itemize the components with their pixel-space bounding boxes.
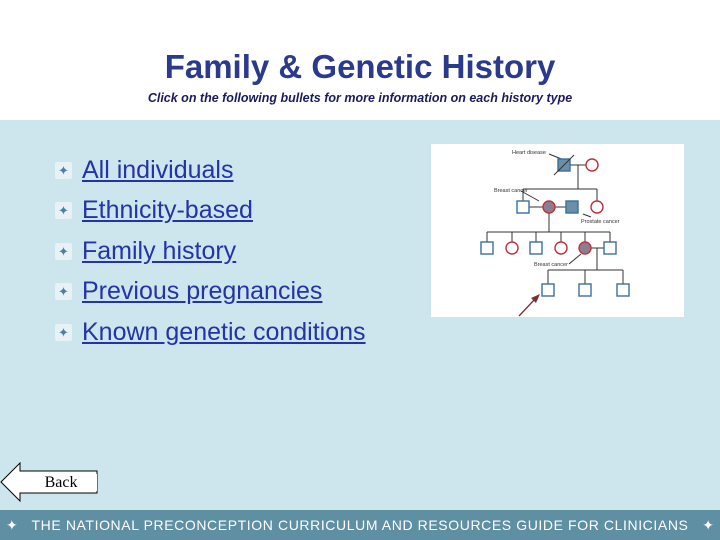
pedigree-label: Breast cancer [534,262,568,268]
star-bullet-icon: ✦ [55,324,72,341]
back-button[interactable] [0,462,98,502]
page-subtitle: Click on the following bullets for more information on each history type [147,91,573,105]
back-button-label: Back [25,474,97,491]
link-ethnicity-based[interactable]: Ethnicity-based [82,196,253,225]
list-item[interactable] [55,191,366,232]
star-bullet-icon: ✦ [55,162,72,179]
pedigree-label: Heart disease [512,150,546,156]
list-item[interactable] [55,231,366,272]
list-item[interactable] [55,272,366,313]
star-icon: ✦ [702,517,714,533]
link-all-individuals[interactable]: All individuals [82,155,234,184]
star-bullet-icon: ✦ [55,202,72,219]
star-bullet-icon: ✦ [55,243,72,260]
pedigree-label: Breast cancer [494,188,528,194]
link-known-genetic-conditions[interactable]: Known genetic conditions [82,317,366,346]
star-icon: ✦ [6,517,18,533]
pedigree-chart-image [431,144,684,317]
list-item[interactable] [55,150,366,191]
footer-text: THE NATIONAL PRECONCEPTION CURRICULUM AND RESOURCES GUIDE FOR CLINICIANS [31,517,689,533]
link-family-history[interactable]: Family history [82,236,237,265]
history-type-list [55,150,366,353]
page-title: Family & Genetic History [164,48,556,85]
star-bullet-icon: ✦ [55,283,72,300]
pedigree-label: Prostate cancer [581,219,620,225]
footer-banner [0,510,720,540]
header [0,0,720,120]
list-item[interactable] [55,312,366,353]
link-previous-pregnancies[interactable]: Previous pregnancies [82,277,323,306]
